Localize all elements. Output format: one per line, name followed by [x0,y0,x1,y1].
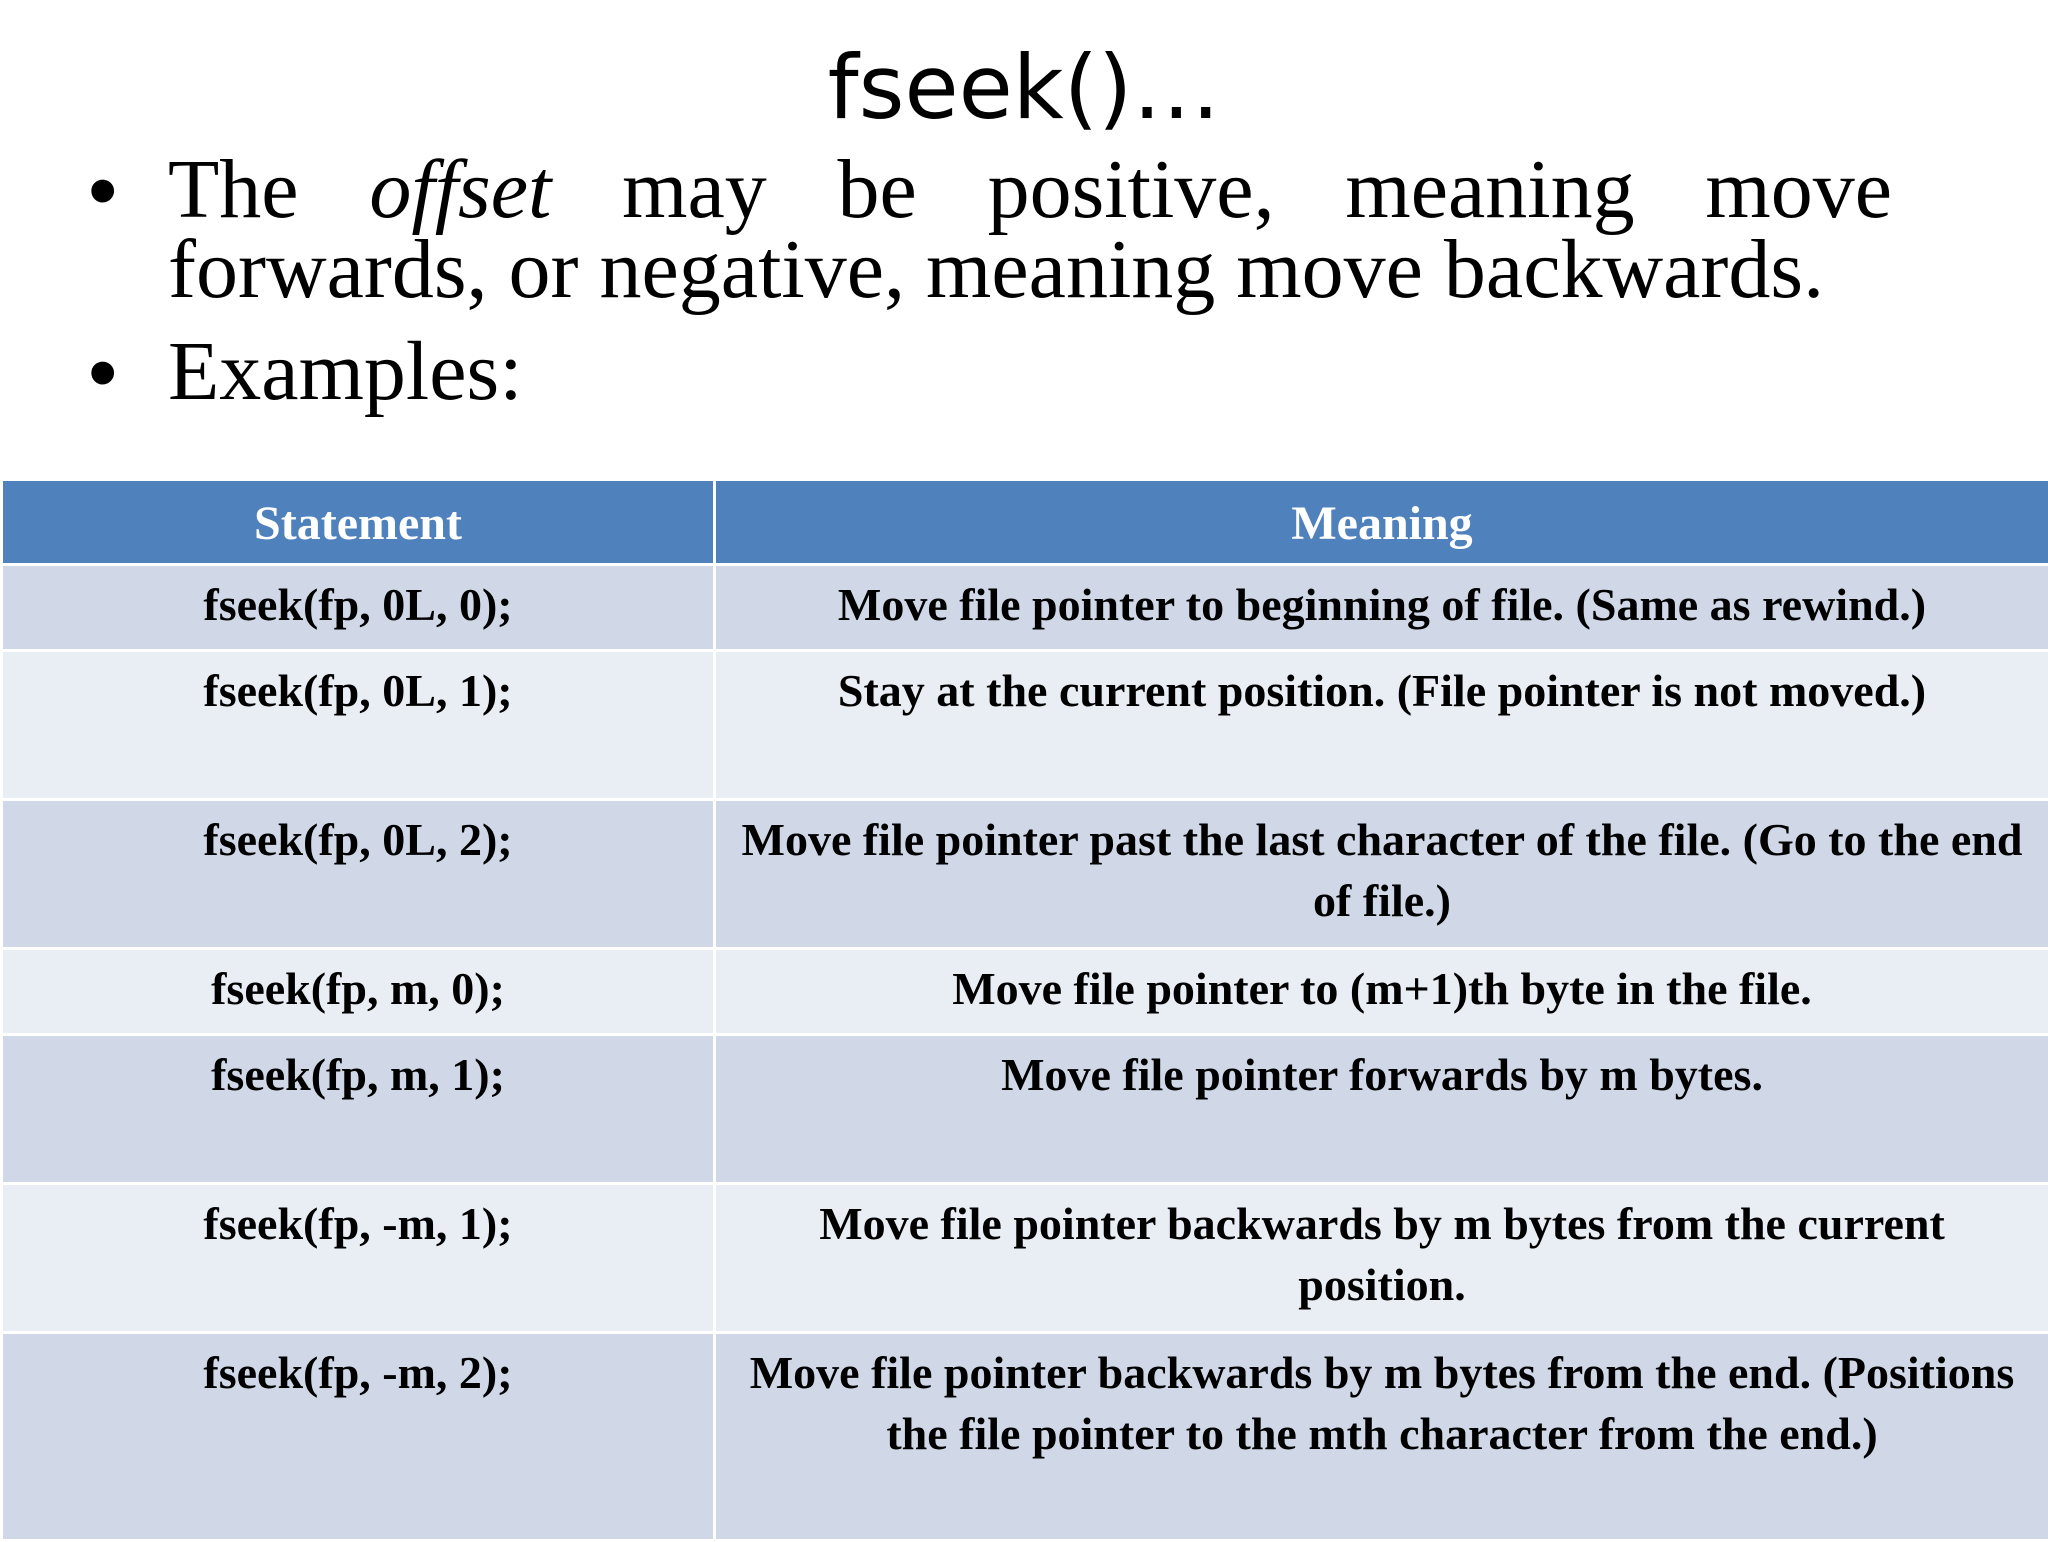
table-row [2,949,2048,1035]
meaning-cell: Move file pointer forwards by m bytes. [715,1035,2048,1184]
meaning-cell: Move file pointer to beginning of file. (Same as rewind.) [715,565,2048,651]
bullet-text-segment: Examples: [168,325,523,418]
statement-cell: fseek(fp, 0L, 0); [2,565,715,651]
meaning-cell: Move file pointer to (m+1)th byte in the file. [715,949,2048,1035]
bullet-examples [82,332,1892,412]
bullet-text [168,150,1892,310]
slide-title: fseek()… [0,28,2048,148]
bullet-text-segment: may be positive, meaning move forwards, or negative, meaning move backwards. [168,143,1892,316]
bullet-dot-icon: • [88,150,148,230]
statement-cell: fseek(fp, -m, 1); [2,1184,715,1333]
meaning-cell: Move file pointer backwards by m bytes from the current position. [715,1184,2048,1333]
table-row [2,1333,2048,1541]
table-row [2,1184,2048,1333]
column-header-meaning: Meaning [715,480,2048,565]
column-header-statement: Statement [2,480,715,565]
bullet-offset-description [82,150,1892,310]
meaning-cell: Stay at the current position. (File pointer is not moved.) [715,651,2048,800]
bullet-dot-icon: • [88,332,148,412]
table-row [2,565,2048,651]
meaning-cell: Move file pointer backwards by m bytes from the end. (Positions the file pointer to the mth character from the end.) [715,1333,2048,1541]
bullet-text [168,332,1892,412]
bullet-text-emphasis: offset [369,143,551,236]
meaning-cell: Move file pointer past the last character of the file. (Go to the end of file.) [715,800,2048,949]
fseek-examples-table [0,478,2048,1542]
statement-cell: fseek(fp, 0L, 2); [2,800,715,949]
statement-cell: fseek(fp, m, 1); [2,1035,715,1184]
table-row [2,651,2048,800]
statement-cell: fseek(fp, -m, 2); [2,1333,715,1541]
bullet-text-segment: The [168,143,369,236]
table-header-row [2,480,2048,565]
statement-cell: fseek(fp, m, 0); [2,949,715,1035]
bullet-list [82,150,1892,412]
statement-cell: fseek(fp, 0L, 1); [2,651,715,800]
table-row [2,800,2048,949]
table-row [2,1035,2048,1184]
